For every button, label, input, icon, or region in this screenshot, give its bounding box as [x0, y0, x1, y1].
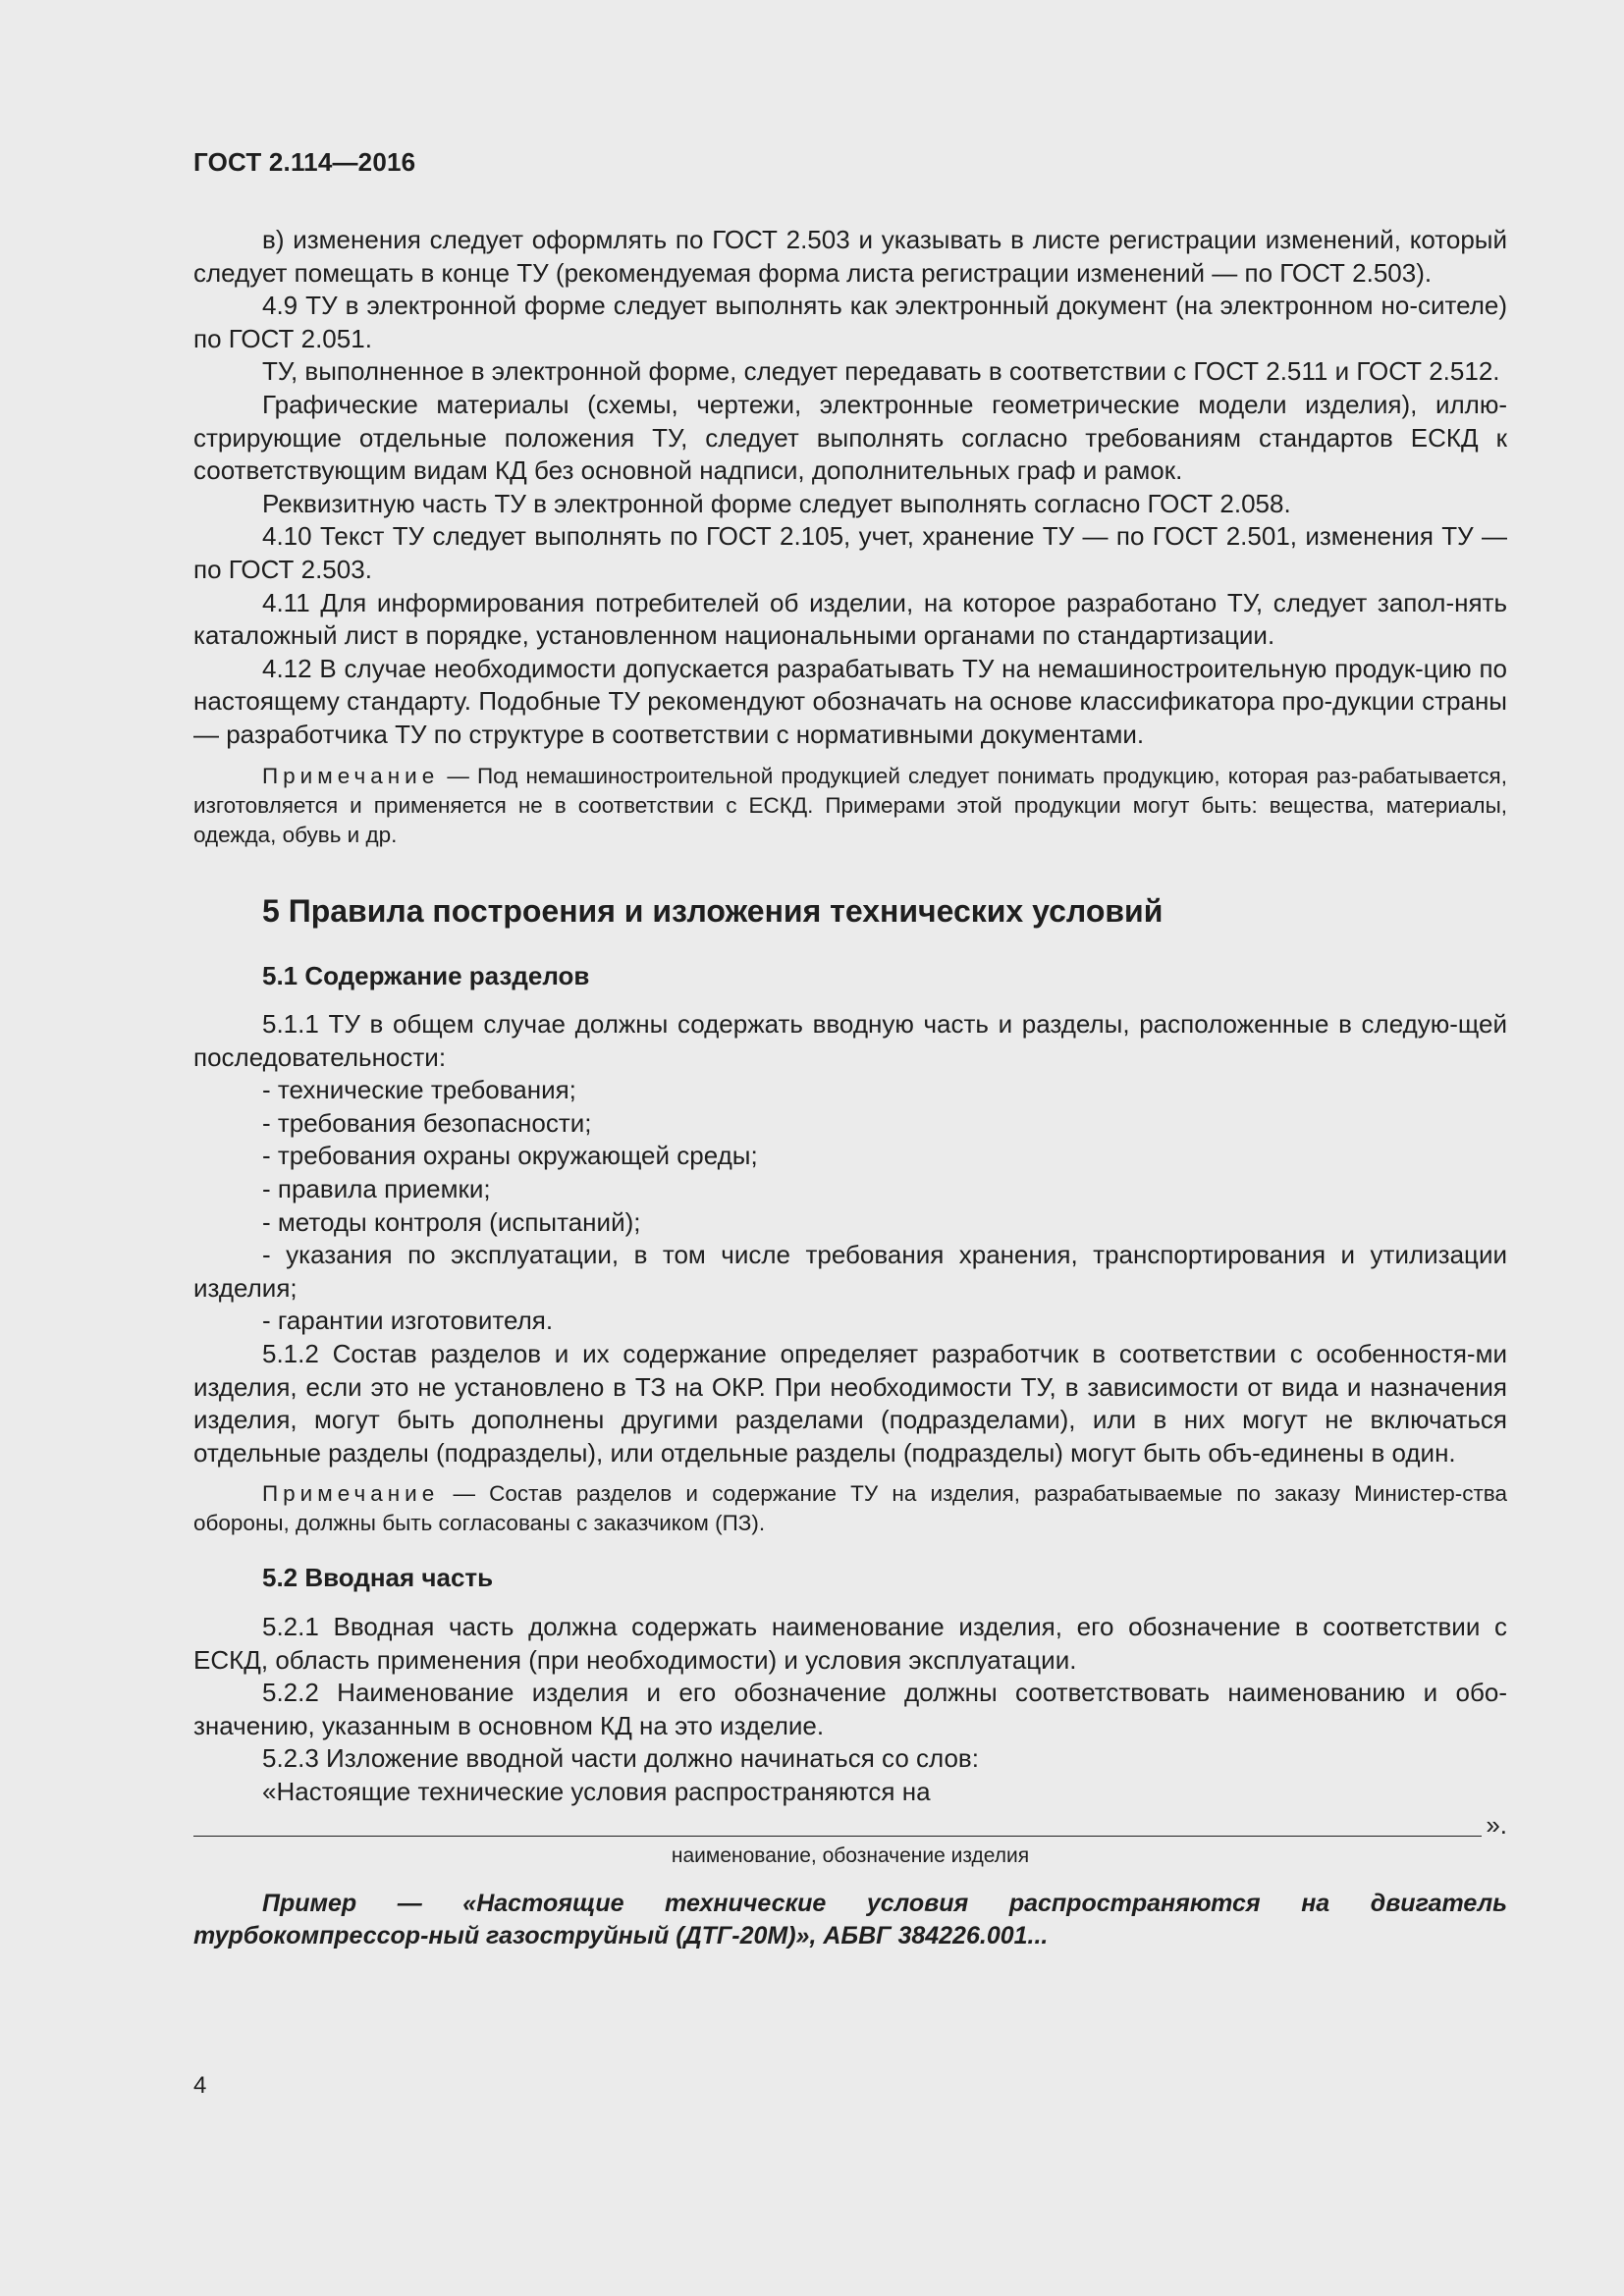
- paragraph: ТУ, выполненное в электронной форме, следует передавать в соответствии с ГОСТ 2.511 и ГОСТ 2.512.: [262, 356, 1500, 387]
- note-text: — Под немашиностроительной продукцией следует понимать продукцию, которая раз-рабатывается, изготовляется и применяется не в соответствии с ЕСКД. Примерами этой продукции могут быть: вещества, материалы, одежда, обувь и др.: [193, 763, 1507, 847]
- note-label: Примечание: [262, 1481, 440, 1507]
- blank-caption: наименование, обозначение изделия: [671, 1843, 1030, 1867]
- paragraph: 4.12 В случае необходимости допускается разрабатывать ТУ на немашиностроительную продук-цию по настоящему стандарту. Подобные ТУ рекомендуют обозначать на основе классификатора про-дукции страны — разработчика ТУ по структуре в соответствии с нормативными документами.: [193, 653, 1507, 749]
- note-text: — Состав разделов и содержание ТУ на изделия, разрабатываемые по заказу Министер-ства обороны, должны быть согласованы с заказчиком (ПЗ).: [193, 1481, 1507, 1536]
- quote-end: ».: [1486, 1809, 1507, 1840]
- paragraph: Реквизитную часть ТУ в электронной форме следует выполнять согласно ГОСТ 2.058.: [262, 488, 1291, 518]
- document-body: [193, 224, 1507, 1952]
- document-code-header: ГОСТ 2.114—2016: [193, 147, 416, 177]
- paragraph: 5.2.1 Вводная часть должна содержать наименование изделия, его обозначение в соответствии с ЕСКД, область применения (при необходимости) и условия эксплуатации.: [193, 1612, 1507, 1675]
- paragraph: 4.10 Текст ТУ следует выполнять по ГОСТ 2.105, учет, хранение ТУ — по ГОСТ 2.501, изменения ТУ — по ГОСТ 2.503.: [193, 521, 1507, 584]
- quote-start: «Настоящие технические условия распространяются на: [262, 1776, 931, 1806]
- list-item: - указания по эксплуатации, в том числе требования хранения, транспортирования и утилизации изделия;: [193, 1240, 1507, 1303]
- paragraph: 5.1.2 Состав разделов и их содержание определяет разработчик в соответствии с особенностя-ми изделия, если это не установлено в ТЗ на ОКР. При необходимости ТУ, в зависимости от вида и назначения изделия, могут быть дополнены другими разделами (подразделами), или в них могут не включаться отдельные разделы (подразделы), или отдельные разделы (подразделы) могут быть объ-единены в один.: [193, 1339, 1507, 1468]
- paragraph: 5.2.3 Изложение вводной части должно начинаться со слов:: [262, 1743, 979, 1774]
- example-paragraph: Пример — «Настоящие технические условия распространяются на двигатель турбокомпрессор-ный газоструйный (ДТГ-20М)», АБВГ 384226.001...: [193, 1889, 1507, 1949]
- paragraph: 5.1.1 ТУ в общем случае должны содержать вводную часть и разделы, расположенные в следую-щей последовательности:: [193, 1009, 1507, 1072]
- subsection-title: 5.2 Вводная часть: [262, 1563, 494, 1593]
- note-label: Примечание: [262, 763, 440, 788]
- subsection-title: 5.1 Содержание разделов: [262, 960, 590, 990]
- paragraph: в) изменения следует оформлять по ГОСТ 2.503 и указывать в листе регистрации изменений, который следует помещать в конце ТУ (рекомендуемая форма листа регистрации изменений — по ГОСТ 2.503).: [193, 225, 1507, 288]
- note-paragraph: [193, 762, 1507, 850]
- list-item: - гарантии изготовителя.: [262, 1306, 554, 1336]
- page-number: 4: [193, 2072, 207, 2099]
- underline-rule: [193, 1836, 1482, 1837]
- fill-in-blank-line: [193, 1811, 1507, 1844]
- list-item: - требования безопасности;: [262, 1107, 592, 1138]
- list-item: - технические требования;: [262, 1075, 576, 1105]
- paragraph: Графические материалы (схемы, чертежи, электронные геометрические модели изделия), иллю-стрирующие отдельные положения ТУ, следует выполнять согласно требованиям стандартов ЕСКД к соответствующим видам КД без основной надписи, дополнительных граф и рамок.: [193, 389, 1507, 486]
- list-item: - правила приемки;: [262, 1174, 491, 1204]
- list-item: - методы контроля (испытаний);: [262, 1206, 641, 1237]
- paragraph: 4.9 ТУ в электронной форме следует выполнять как электронный документ (на электронном но-сителе) по ГОСТ 2.051.: [193, 291, 1507, 353]
- section-title: 5 Правила построения и изложения технических условий: [262, 892, 1164, 929]
- list-item: - требования охраны окружающей среды;: [262, 1141, 758, 1171]
- paragraph: 5.2.2 Наименование изделия и его обозначение должны соответствовать наименованию и обо-значению, указанным в основном КД на это изделие.: [193, 1678, 1507, 1740]
- paragraph: 4.11 Для информирования потребителей об изделии, на которое разработано ТУ, следует запол-нять каталожный лист в порядке, установленном национальными органами по стандартизации.: [193, 587, 1507, 651]
- note-paragraph: [193, 1479, 1507, 1538]
